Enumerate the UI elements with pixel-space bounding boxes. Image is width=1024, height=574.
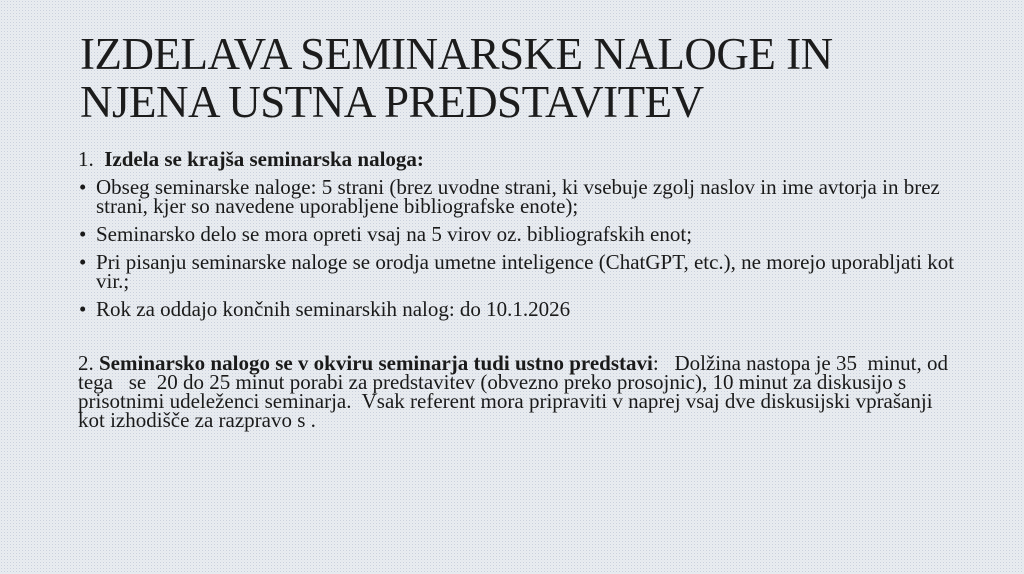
list-item bbox=[78, 222, 958, 246]
section-2-heading-text: Seminarsko nalogo se v okviru seminarja tudi ustno predstavi bbox=[99, 351, 653, 375]
bullet-text: Rok za oddajo končnih seminarskih nalog: do 10.1.2026 bbox=[96, 297, 571, 321]
section-1-bullet-list bbox=[78, 175, 958, 321]
section-1-heading bbox=[78, 147, 958, 171]
bullet-icon: • bbox=[79, 222, 87, 246]
bullet-icon: • bbox=[79, 175, 87, 199]
section-2-paragraph bbox=[78, 351, 958, 432]
bullet-icon: • bbox=[79, 297, 87, 321]
slide-body bbox=[78, 147, 958, 432]
section-2-colon: : bbox=[652, 351, 659, 375]
section-1-heading-text: Izdela se krajša seminarska naloga: bbox=[104, 147, 424, 171]
bullet-text: Pri pisanju seminarske naloge se orodja umetne inteligence (ChatGPT, etc.), ne morejo uporabljati kot vir.; bbox=[96, 250, 955, 293]
section-2-body-text: Dolžina nastopa je 35 minut, od tega se 20 do 25 minut porabi za predstavitev (obvezno preko prosojnic), 10 minut za diskusijo s prisotnimi udeleženci seminarja. Vsak referent mora pripraviti v naprej vsaj dve diskusijski vprašanji kot izhodišče za razpravo s . bbox=[78, 351, 954, 432]
bullet-icon: • bbox=[79, 250, 87, 274]
list-item bbox=[78, 250, 958, 293]
bullet-text: Seminarsko delo se mora opreti vsaj na 5 virov oz. bibliografskih enot; bbox=[96, 222, 693, 246]
section-2-number: 2. bbox=[78, 351, 94, 375]
list-item bbox=[78, 175, 958, 218]
section-1-number: 1. bbox=[78, 147, 94, 171]
bullet-text: Obseg seminarske naloge: 5 strani (brez uvodne strani, ki vsebuje zgolj naslov in ime avtorja in brez strani, kjer so navedene uporabljene bibliografske enote); bbox=[96, 175, 940, 218]
slide-title: IZDELAVA SEMINARSKE NALOGE IN NJENA USTNA PREDSTAVITEV bbox=[80, 29, 833, 127]
list-item bbox=[78, 297, 958, 321]
